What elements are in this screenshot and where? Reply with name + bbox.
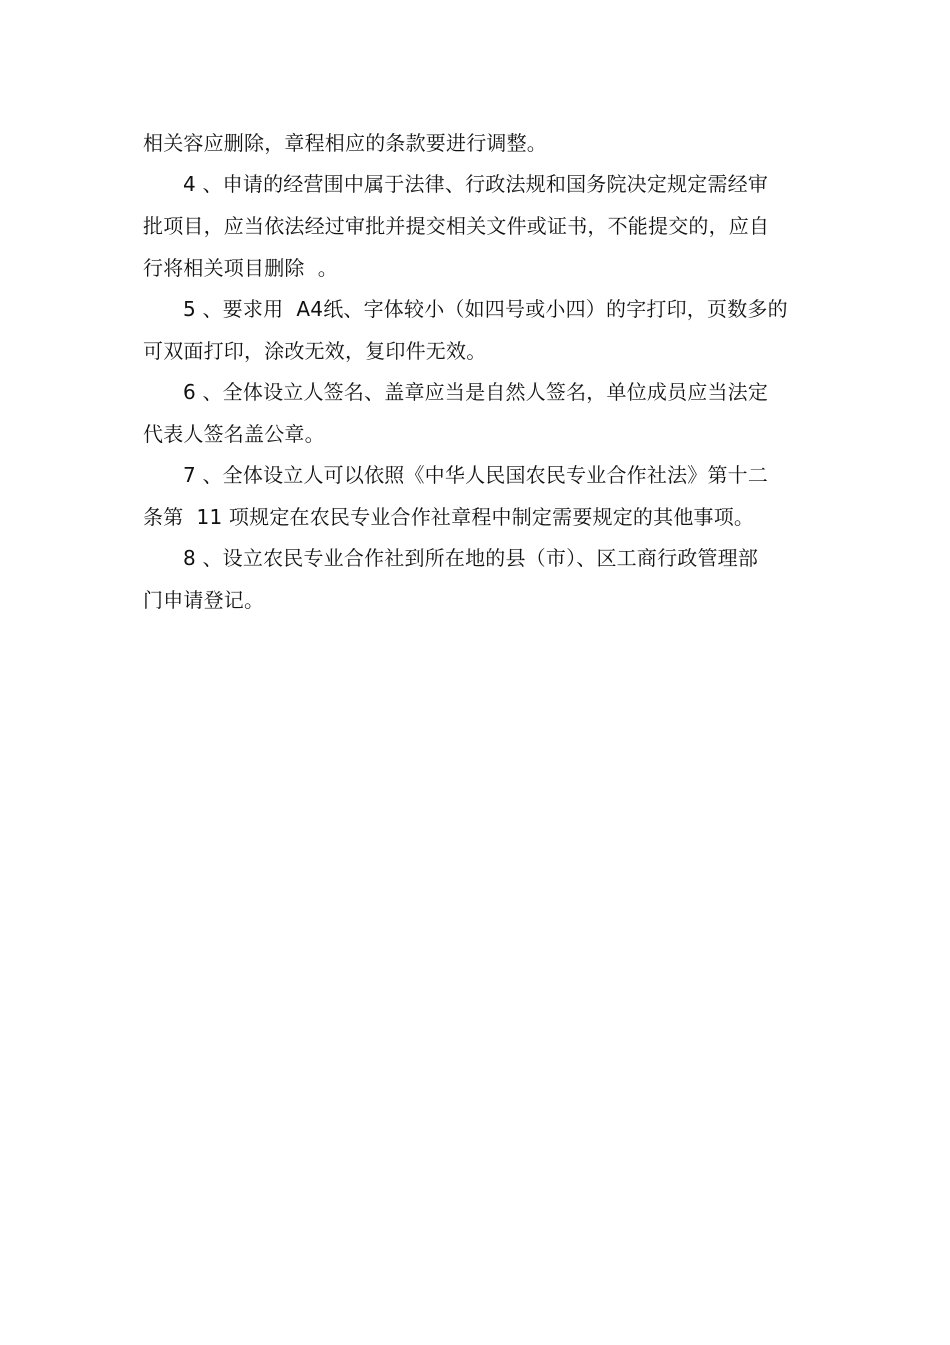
item-5-line-1: 5 、要求用 A4纸、字体较小（如四号或小四）的字打印，页数多的: [183, 297, 788, 321]
item-7-line-2: 条第 11 项规定在农民专业合作社章程中制定需要规定的其他事项。: [143, 505, 755, 529]
item-8-line-2: 门申请登记。: [143, 588, 265, 612]
item-6-line-1: 6 、全体设立人签名、盖章应当是自然人签名，单位成员应当法定: [183, 380, 769, 404]
text-line-1: 相关容应删除，章程相应的条款要进行调整。: [143, 131, 547, 155]
item-8-line-1: 8 、设立农民专业合作社到所在地的县（市）、区工商行政管理部: [183, 546, 759, 570]
item-6-line-2: 代表人签名盖公章。: [143, 422, 325, 446]
item-4-line-2: 批项目，应当依法经过审批并提交相关文件或证书，不能提交的，应自: [143, 214, 770, 238]
item-4-line-3: 行将相关项目删除 。: [143, 256, 338, 280]
item-4-line-1: 4 、申请的经营围中属于法律、行政法规和国务院决定规定需经审: [183, 172, 769, 196]
item-5-line-2: 可双面打印，涂改无效，复印件无效。: [143, 339, 487, 363]
item-7-line-1: 7 、全体设立人可以依照《中华人民国农民专业合作社法》第十二: [183, 463, 769, 487]
